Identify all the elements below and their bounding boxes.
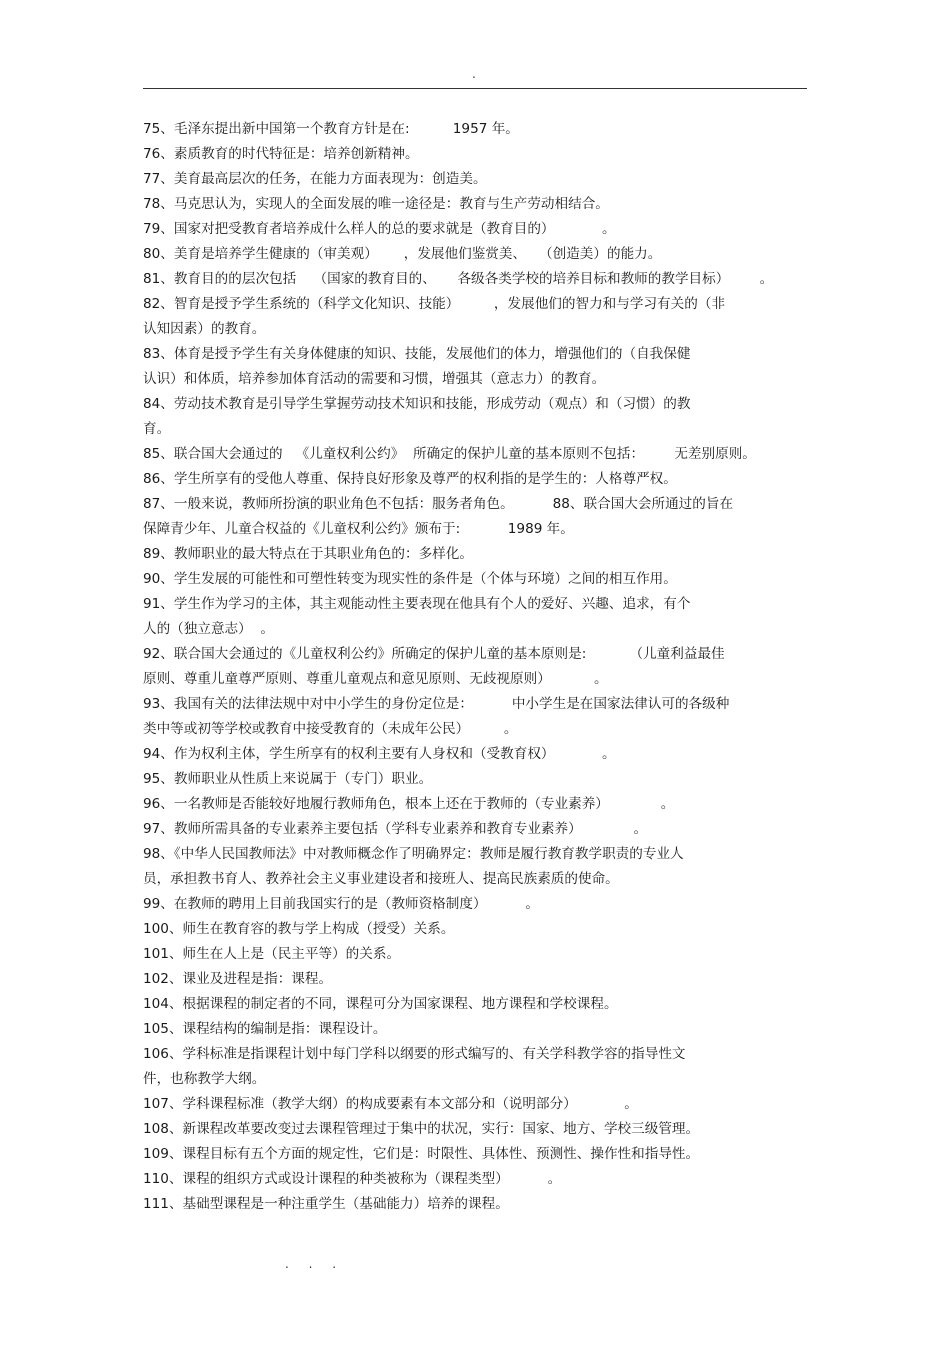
- text-line: 93、我国有关的法律法规中对中小学生的身份定位是： 中小学生是在国家法律认可的各级种: [143, 696, 730, 712]
- page-footer-mark: . . .: [285, 1257, 345, 1271]
- text-line: 认知因素）的教育。: [143, 321, 266, 337]
- text-line: 101、师生在人上是（民主平等）的关系。: [143, 946, 401, 962]
- page-header-mark: .: [472, 67, 476, 81]
- header-rule: [143, 88, 807, 89]
- text-line: 78、马克思认为，实现人的全面发展的唯一途径是：教育与生产劳动相结合。: [143, 196, 609, 212]
- text-line: 97、教师所需具备的专业素养主要包括（学科专业素养和教育专业素养） 。: [143, 821, 648, 837]
- text-line: 79、国家对把受教育者培养成什么样人的总的要求就是（教育目的） 。: [143, 221, 616, 237]
- text-line: 99、在教师的聘用上目前我国实行的是（教师资格制度） 。: [143, 896, 540, 912]
- text-line: 98、《中华人民国教师法》中对教师概念作了明确界定：教师是履行教育教学职责的专业人: [143, 846, 684, 862]
- text-line: 人的（独立意志） 。: [143, 621, 274, 637]
- document-body: [143, 117, 813, 1217]
- text-line: 类中等或初等学校或教育中接受教育的（未成年公民） 。: [143, 721, 518, 737]
- text-line: 89、教师职业的最大特点在于其职业角色的：多样化。: [143, 546, 473, 562]
- text-line: 109、课程目标有五个方面的规定性，它们是：时限性、具体性、预测性、操作性和指导性。: [143, 1146, 700, 1162]
- text-line: 件，也称教学大纲。: [143, 1071, 266, 1087]
- text-line: 84、劳动技术教育是引导学生掌握劳动技术知识和技能，形成劳动（观点）和（习惯）的教: [143, 396, 691, 412]
- text-line: 94、作为权利主体，学生所享有的权利主要有人身权和（受教育权） 。: [143, 746, 616, 762]
- text-line: 82、智育是授予学生系统的（科学文化知识、技能） ，发展他们的智力和与学习有关的（非: [143, 296, 726, 312]
- text-line: 76、素质教育的时代特征是：培养创新精神。: [143, 146, 419, 162]
- text-line: 96、一名教师是否能较好地履行教师角色，根本上还在于教师的（专业素养） 。: [143, 796, 675, 812]
- text-line: 106、学科标准是指课程计划中每门学科以纲要的形式编写的、有关学科教学容的指导性文: [143, 1046, 686, 1062]
- text-line: 认识）和体质，培养参加体育活动的需要和习惯，增强其（意志力）的教育。: [143, 371, 606, 387]
- text-line: 85、联合国大会通过的 《儿童权利公约》 所确定的保护儿童的基本原则不包括： 无差别原则。: [143, 446, 756, 462]
- text-line: 108、新课程改革要改变过去课程管理过于集中的状况，实行：国家、地方、学校三级管理。: [143, 1121, 700, 1137]
- text-line: 100、师生在教育容的教与学上构成（授受）关系。: [143, 921, 455, 937]
- text-line: 育。: [143, 421, 171, 437]
- text-line: 105、课程结构的编制是指：课程设计。: [143, 1021, 387, 1037]
- text-line: 111、基础型课程是一种注重学生（基础能力）培养的课程。: [143, 1196, 509, 1212]
- text-line: 77、美育最高层次的任务，在能力方面表现为：创造美。: [143, 171, 487, 187]
- text-line: 110、课程的组织方式或设计课程的种类被称为（课程类型） 。: [143, 1171, 562, 1187]
- text-line: 90、学生发展的可能性和可塑性转变为现实性的条件是（个体与环境）之间的相互作用。: [143, 571, 677, 587]
- text-line: 80、美育是培养学生健康的（审美观） ，发展他们鉴赏美、 （创造美）的能力。: [143, 246, 662, 262]
- text-line: 107、学科课程标准（教学大纲）的构成要素有本文部分和（说明部分） 。: [143, 1096, 638, 1112]
- text-line: 86、学生所享有的受他人尊重、保持良好形象及尊严的权利指的是学生的：人格尊严权。: [143, 471, 677, 487]
- text-line: 92、联合国大会通过的《儿童权利公约》所确定的保护儿童的基本原则是: （儿童利益最佳: [143, 646, 725, 662]
- text-line: 83、体育是授予学生有关身体健康的知识、技能，发展他们的体力，增强他们的（自我保健: [143, 346, 691, 362]
- text-line: 81、教育目的的层次包括 （国家的教育目的、 各级各类学校的培养目标和教师的教学目标） 。: [143, 271, 774, 287]
- text-line: 原则、尊重儿童尊严原则、尊重儿童观点和意见原则、无歧视原则） 。: [143, 671, 608, 687]
- text-line: 保障青少年、儿童合权益的《儿童权利公约》颁布于: 1989 年。: [143, 521, 574, 537]
- text-line: 87、一般来说，教师所扮演的职业角色不包括：服务者角色。 88、联合国大会所通过的旨在: [143, 496, 734, 512]
- text-line: 95、教师职业从性质上来说属于（专门）职业。: [143, 771, 433, 787]
- text-line: 104、根据课程的制定者的不同，课程可分为国家课程、地方课程和学校课程。: [143, 996, 618, 1012]
- text-line: 102、课业及进程是指：课程。: [143, 971, 333, 987]
- text-line: 75、毛泽东提出新中国第一个教育方针是在: 1957 年。: [143, 121, 519, 137]
- text-line: 91、学生作为学习的主体，其主观能动性主要表现在他具有个人的爱好、兴趣、追求，有个: [143, 596, 691, 612]
- text-line: 员，承担教书育人、教养社会主义事业建设者和接班人、提高民族素质的使命。: [143, 871, 619, 887]
